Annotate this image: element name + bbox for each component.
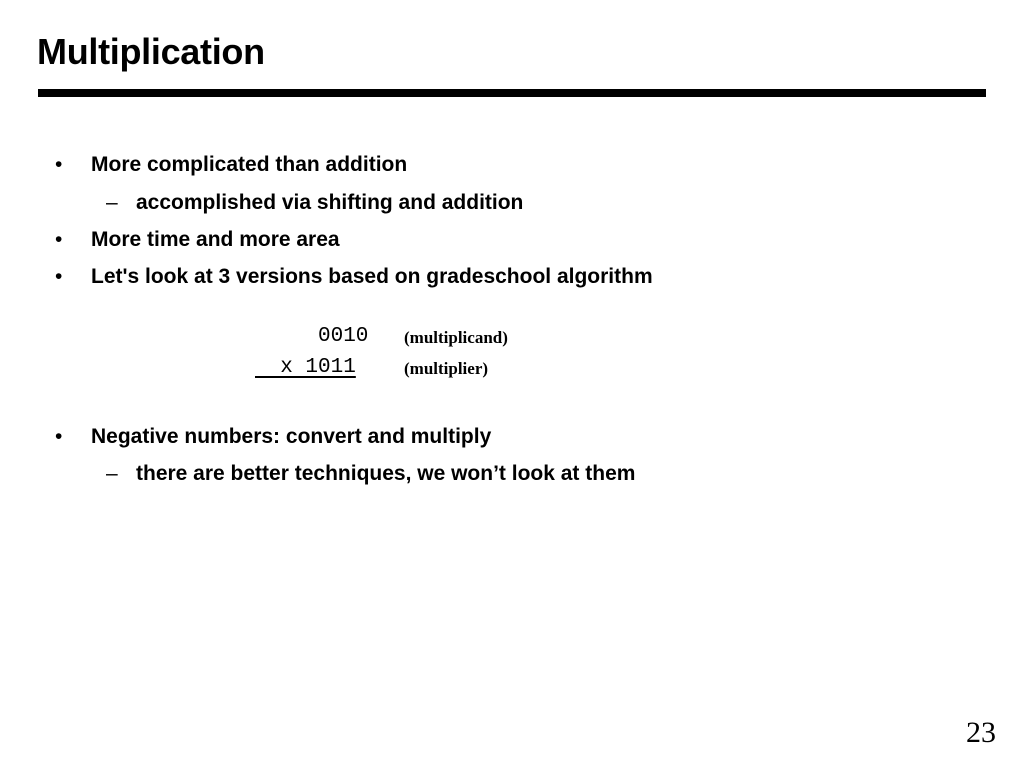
dash-marker: – [106, 462, 118, 485]
sub-bullet-shifting: accomplished via shifting and addition [136, 191, 524, 214]
slide-title: Multiplication [37, 31, 265, 72]
bullet-item-versions: Let's look at 3 versions based on gradeschool algorithm [91, 265, 653, 288]
bullet-marker: • [55, 153, 63, 176]
title-divider [38, 89, 986, 97]
bullet-marker: • [55, 425, 63, 448]
sub-bullet-techniques: there are better techniques, we won’t look at them [136, 462, 636, 485]
multiplicand-label: (multiplicand) [404, 328, 508, 347]
bullet-item-complicated: More complicated than addition [91, 153, 408, 176]
multiplier-label: (multiplier) [404, 359, 489, 378]
multiplicand-value: 0010 [318, 325, 369, 348]
page-number: 23 [966, 716, 996, 749]
bullet-item-time-area: More time and more area [91, 228, 340, 251]
bullet-marker: • [55, 228, 63, 251]
multiplier-line: x 1011 [255, 356, 356, 379]
bullet-marker: • [55, 265, 63, 288]
dash-marker: – [106, 191, 118, 214]
bullet-item-negative: Negative numbers: convert and multiply [91, 425, 492, 448]
